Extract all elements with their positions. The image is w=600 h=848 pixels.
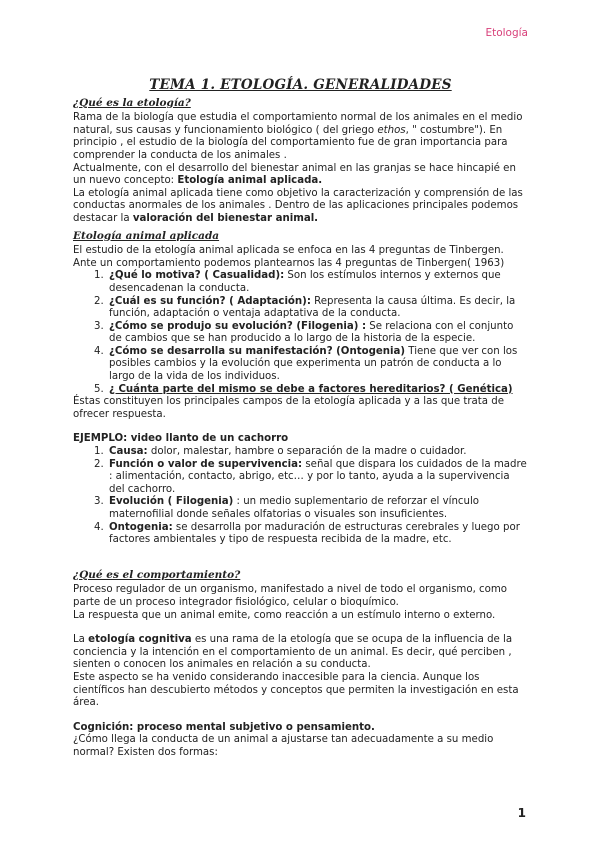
section-heading-aplicada: Etología animal aplicada xyxy=(73,229,220,242)
tinbergen-questions-list xyxy=(73,270,528,396)
list-item: 4. Ontogenia: se desarrolla por maduración de estructuras cerebrales y luego por factores ambientales y tipo de respuesta recibida de la madre, etc. xyxy=(107,522,528,547)
list-item: 3. Evolución ( Filogenia) : un medio suplementario de reforzar el vínculo maternofilial donde señales olfatorias o visuales son insuficientes. xyxy=(107,496,528,521)
paragraph-aspecto: Este aspecto se ha venido considerando inaccesible para la ciencia. Aunque los científicos han descubierto métodos y conceptos que permiten la investigación en esta área. xyxy=(73,671,519,709)
list-item: 2. ¿Cuál es su función? ( Adaptación): Representa la causa última. Es decir, la función, adaptación o ventaja adaptativa de la conducta. xyxy=(107,296,528,321)
list-item: 4. ¿Cómo se desarrolla su manifestación? (Ontogenia) Tiene que ver con los posibles cambios y la evolución que experimenta un patrón de conducta a lo largo de la vida de los individuos. xyxy=(107,346,528,384)
paragraph-dos-formas: ¿Cómo llega la conducta de un animal a ajustarse tan adecuadamente a su medio normal? Existen dos formas: xyxy=(73,734,494,758)
paragraph-actualmente: Actualmente, con el desarrollo del bienestar animal en las granjas se hace hincapié en un nuevo concepto: Etología animal aplicada. xyxy=(73,162,516,187)
paragraph-respuesta: La respuesta que un animal emite, como reacción a un estímulo interno o externo. xyxy=(73,609,496,621)
page-title: TEMA 1. ETOLOGÍA. GENERALIDADES xyxy=(149,77,452,93)
list-item: 3. ¿Cómo se produjo su evolución? (Filogenia) : Se relaciona con el conjunto de cambios que se han producido a lo largo de la historia de la especie. xyxy=(107,321,528,346)
example-heading: EJEMPLO: video llanto de un cachorro xyxy=(73,433,289,445)
list-item: 5. ¿ Cuánta parte del mismo se debe a factores hereditarios? ( Genética) xyxy=(107,384,528,397)
section-heading-comportamiento: ¿Qué es el comportamiento? xyxy=(73,568,241,581)
example-list xyxy=(73,446,528,547)
header-subject-tag: Etología xyxy=(485,27,528,39)
page-number: 1 xyxy=(517,806,526,820)
paragraph-definition: Rama de la biología que estudia el comportamiento normal de los animales en el medio natural, sus causas y funcionamiento biológico ( del griego ethos, " costumbre"). En principio , el estudio de la biología del comportamiento fue de gran importancia para comprender la conducta de los animales . xyxy=(73,112,523,161)
paragraph-tinbergen-intro: El estudio de la etología animal aplicada se enfoca en las 4 preguntas de Tinbergen. Ante un comportamiento podemos plantearnos las 4 preguntas de Tinbergen( 1963) xyxy=(73,245,505,269)
paragraph-proceso: Proceso regulador de un organismo, manifestado a nivel de todo el organismo, como parte de un proceso integrador fisiológico, celular o bioquímico. xyxy=(73,584,508,608)
paragraph-objetivo: La etología animal aplicada tiene como objetivo la caracterización y comprensión de las conductas anormales de los animales . Dentro de las aplicaciones principales podemos destacar la valoración del bienestar animal. xyxy=(73,187,523,224)
document-body xyxy=(73,79,528,760)
paragraph-etologia-cognitiva: La etología cognitiva es una rama de la etología que se ocupa de la influencia de la conciencia y la intención en el comportamiento de un animal. Es decir, qué perciben , sienten o conocen los animales en relación a su conducta. xyxy=(73,634,513,671)
paragraph-tinbergen-outro: Éstas constituyen los principales campos de la etología aplicada y a las que trata de ofrecer respuesta. xyxy=(73,396,504,420)
cognicion-definition: Cognición: proceso mental subjetivo o pensamiento. xyxy=(73,721,375,733)
list-item: 2. Función o valor de supervivencia: señal que dispara los cuidados de la madre : alimentación, contacto, abrigo, etc… y por lo tanto, ayuda a la supervivencia del cachorro. xyxy=(107,459,528,497)
section-heading-etologia: ¿Qué es la etología? xyxy=(73,96,191,109)
list-item: 1. ¿Qué lo motiva? ( Casualidad): Son los estímulos internos y externos que desencadenan la conducta. xyxy=(107,270,528,295)
list-item: 1. Causa: dolor, malestar, hambre o separación de la madre o cuidador. xyxy=(107,446,528,459)
